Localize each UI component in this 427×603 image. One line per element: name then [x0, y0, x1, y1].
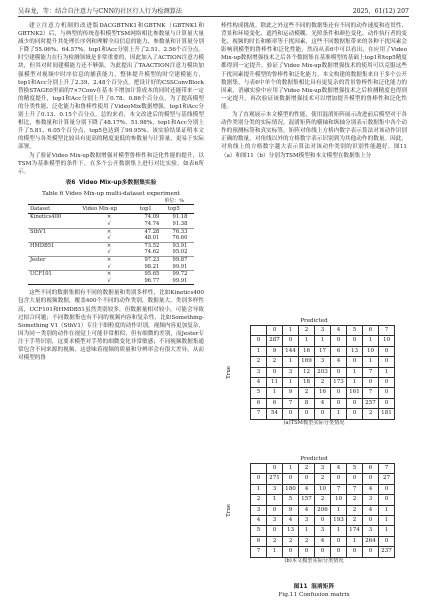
- matrix-cell: 7: [283, 398, 299, 408]
- matrix-cell: 0: [363, 516, 379, 526]
- matrix-cell: 4: [363, 505, 379, 515]
- matrix-a-caption: (a)TSM模型实际分类情况: [283, 419, 345, 426]
- matrix-cell: 5: [283, 495, 299, 505]
- table6-dataset-cell: [28, 221, 80, 228]
- table6-top5-cell: 95.02: [172, 249, 188, 256]
- matrix-cell: 0: [347, 474, 363, 484]
- matrix-cell: 1: [331, 526, 347, 536]
- matrix-cell: 0: [347, 547, 363, 557]
- matrix-column-label: [251, 464, 267, 474]
- matrix-column-label: 3: [315, 326, 331, 336]
- table-row: [28, 264, 194, 271]
- matrix-cell: 10: [363, 346, 379, 356]
- header-rule: [18, 16, 409, 17]
- table-row: [28, 221, 194, 228]
- matrix-row-label: 7: [251, 547, 267, 557]
- table6-mix-cell: ×: [80, 228, 138, 235]
- matrix-row-label: 0: [251, 474, 267, 484]
- table6-top5-cell: 93.91: [166, 242, 194, 249]
- matrix-cell: 2: [347, 495, 363, 505]
- table6-top1-cell: 74.74: [144, 220, 160, 227]
- paragraph: 这些不同的数据集拥有不同的数据量和类别多样性，比如Kinetics400包含大量的视频数据，覆盖400个不同的动作类别，数据量大、类别多样性高，UCF101和HMDB51虽然类别较多，但数据量相对较小，可能会导致过拟合问题；不同数据集也有不同的视频内容和复杂性，比如Something-Something V1（SthV1）专注于细粒度的动作识别，视频内容更加复杂，因为同一类别的动作在视觉上可能非常相似，但有细微的差别，而Jester专注于手势识别，这要求模型对手势的细微变化非常敏感；不同视频数据集通常包含不同来源的视频，这意味着视频的质量和分辨率会有很大差异，从而对模型的鲁: [18, 290, 204, 362]
- table6-dataset-cell: Kinetics400: [30, 214, 62, 221]
- matrix-cell: 4: [315, 536, 331, 546]
- matrix-cell: 4: [363, 484, 379, 494]
- matrix-cell: 0: [331, 474, 347, 484]
- matrix-cell: 54: [267, 409, 283, 419]
- matrix-row-label: 4: [251, 378, 267, 388]
- matrix-cell: 0: [379, 398, 395, 408]
- figure-caption-en: Fig.11 Confusion matrix: [278, 592, 350, 598]
- matrix-cell: 1: [347, 378, 363, 388]
- true-axis-label: True: [226, 503, 232, 517]
- table6-caption-en: Table 6 Video Mix-up multi-dataset experiment: [41, 190, 181, 197]
- matrix-row: [251, 526, 395, 536]
- matrix-cell: 0: [331, 547, 347, 557]
- paragraph: 为了验证Video Mix-up数据增强对模型鲁棒性和泛化性能的提升，以TSM为基准模型的条件下，在多个公开数据集上进行对比实验，如表6所示。: [18, 152, 204, 175]
- left-column: [18, 22, 204, 362]
- table6-top5-cell: 91.38: [172, 220, 188, 227]
- matrix-cell: 9: [283, 505, 299, 515]
- matrix-cell: 0: [315, 409, 331, 419]
- matrix-cell: 2: [283, 536, 299, 546]
- matrix-cell: 287: [267, 336, 283, 346]
- table6-dataset-cell: [28, 278, 80, 285]
- matrix-cell: 0: [379, 357, 395, 367]
- table6-mix-cell: ×: [80, 242, 138, 249]
- table6-top1-cell: 48.01: [144, 235, 160, 242]
- matrix-cell: 1: [267, 495, 283, 505]
- table6-mix-cell: √: [107, 263, 111, 270]
- matrix-cell: 0: [267, 505, 283, 515]
- table6-mix-cell: √: [107, 220, 111, 227]
- figure-number: 图11: [293, 584, 308, 590]
- matrix-row-label: 0: [251, 336, 267, 346]
- matrix-cell: 0: [347, 357, 363, 367]
- matrix-cell: 0: [299, 409, 315, 419]
- matrix-cell: 16: [315, 388, 331, 398]
- matrix-cell: 0: [363, 474, 379, 484]
- matrix-header-row: [251, 326, 395, 336]
- figure-caption: [221, 583, 407, 599]
- matrix-cell: 0: [347, 409, 363, 419]
- matrix-cell: 8: [299, 398, 315, 408]
- matrix-cell: 1: [363, 336, 379, 346]
- matrix-cell: 157: [299, 495, 315, 505]
- matrix-cell: 1: [347, 367, 363, 377]
- matrix-column-label: [251, 326, 267, 336]
- paragraph: 建立注意力机制的改进版DACGBTNK1和GBTNK（GBTNK1和GBTNK2）后，与典型的传统卷积模型TSM网络相比参数量与计算量大量减少的同时提升其处理长序列和理解全局信息的能力，参数量和计算量分别下降了55.06%、64.57%，top1和Acc分别上升了2.51、2.56个百分点。时空建模能力在行为检测领域是非常重要的，因此加入了ACTION注意力模块，但其对时间建模能力还不够强，为此提出了TAACTION注意力模块加强模型对视频中时序信息的捕获能力，整体提升模型的时空建模能力，top1和Acc分别上升了2.39、2.48个百分点。把设计好的CSSConvBlock替换STAGE0里面的7×7Conv在基本不增加计算成本的同时还能带来一定的精度提升，top1和Acc分别上升了0.78、0.86个百分点。为了提高模型的分类性能、泛化能力和鲁棒性使用了VideoMix数据增强，top1和Acc分别上升了0.13、0.15个百分点。总的来看，本文改进后的模型与基线模型相比，参数量和计算量分别下降了48.17%、51.98%，top1和Acc分别上升了5.81、6.05个百分点，top5也达到了99.95%。该实验结果证明本文的模型与各类模型比较具有更高的精度更低的参数量与计算量，更易于实际部署。: [18, 23, 204, 151]
- matrix-cell: 27: [379, 474, 395, 484]
- table6-body: [28, 214, 194, 285]
- matrix-row: [251, 336, 395, 346]
- table6-col-header: top5: [166, 204, 194, 214]
- matrix-cell: 181: [379, 409, 395, 419]
- matrix-row-label: 7: [251, 409, 267, 419]
- matrix-row: [251, 346, 395, 356]
- matrix-cell: 12: [299, 367, 315, 377]
- matrix-column-label: 2: [299, 326, 315, 336]
- matrix-cell: 18: [299, 378, 315, 388]
- matrix-cell: 3: [363, 526, 379, 536]
- matrix-b-caption: (b)本文模型实际分类情况: [284, 557, 344, 564]
- matrix-cell: 0: [283, 474, 299, 484]
- matrix-row: [251, 505, 395, 515]
- matrix-cell: 3: [315, 357, 331, 367]
- matrix-cell: 2: [299, 536, 315, 546]
- matrix-row: [251, 495, 395, 505]
- table6-dataset-cell: [28, 249, 80, 256]
- table6-top5-cell: 99.91: [172, 263, 188, 270]
- matrix-row: [251, 516, 395, 526]
- matrix-cell: 271: [267, 474, 283, 484]
- matrix-row-label: 6: [251, 536, 267, 546]
- matrix-cell: 1: [379, 367, 395, 377]
- matrix-cell: 0: [315, 547, 331, 557]
- matrix-cell: 1: [379, 516, 395, 526]
- table6-mix-cell: √: [107, 235, 111, 242]
- table6-title: Video Mix-up多数据集实验: [79, 179, 157, 186]
- matrix-column-label: 4: [331, 464, 347, 474]
- right-column: [221, 22, 407, 160]
- matrix-cell: 7: [331, 484, 347, 494]
- running-header-right: 2025，61(12) 207: [352, 8, 409, 15]
- table6-mix-cell: ×: [80, 271, 138, 278]
- matrix-column-label: 5: [347, 326, 363, 336]
- matrix-cell: 1: [379, 505, 395, 515]
- matrix-column-label: 7: [379, 326, 395, 336]
- matrix-cell: 237: [379, 547, 395, 557]
- matrix-cell: 1: [283, 357, 299, 367]
- matrix-cell: 7: [347, 484, 363, 494]
- predicted-axis-label: Predicted: [300, 456, 328, 462]
- matrix-row: [251, 536, 395, 546]
- table6-dataset-cell: [28, 235, 80, 242]
- table6-top5-cell: 99.87: [166, 256, 194, 263]
- table6-col-header: Video Mix-up: [80, 204, 138, 214]
- matrix-cell: 3: [267, 484, 283, 494]
- matrix-cell: 16: [299, 346, 315, 356]
- matrix-cell: 10: [315, 484, 331, 494]
- table6-col-header: Dataset: [28, 204, 80, 214]
- table6-mix-cell: ×: [80, 256, 138, 263]
- matrix-column-label: 0: [267, 464, 283, 474]
- matrix-column-label: 2: [299, 464, 315, 474]
- table6-top5-cell: 99.91: [166, 278, 194, 285]
- matrix-cell: 0: [379, 388, 395, 398]
- matrix-cell: 9: [267, 346, 283, 356]
- matrix-cell: 2: [347, 505, 363, 515]
- matrix-row-label: 5: [251, 388, 267, 398]
- matrix-cell: 0: [299, 474, 315, 484]
- matrix-cell: 193: [331, 516, 347, 526]
- matrix-cell: 17: [315, 346, 331, 356]
- table-row: [28, 256, 194, 263]
- table-row: [28, 235, 194, 242]
- table6-mix-cell: √: [80, 278, 138, 285]
- matrix-cell: 0: [363, 547, 379, 557]
- matrix-row: [251, 378, 395, 388]
- matrix-cell: 257: [363, 398, 379, 408]
- table6-header-row: [28, 204, 194, 214]
- matrix-cell: 0: [331, 336, 347, 346]
- matrix-cell: 6: [267, 398, 283, 408]
- table6-top5-cell: 99.72: [166, 271, 194, 278]
- table6-number: 表6: [65, 179, 76, 186]
- matrix-a-grid: [250, 325, 395, 420]
- table6-dataset-cell: UCF101: [28, 271, 80, 278]
- matrix-cell: 3: [363, 495, 379, 505]
- matrix-cell: 0: [283, 547, 299, 557]
- table-row: [28, 214, 194, 221]
- matrix-cell: 1: [315, 336, 331, 346]
- matrix-cell: 1: [379, 526, 395, 536]
- matrix-column-label: 6: [363, 326, 379, 336]
- matrix-row: [251, 409, 395, 419]
- matrix-cell: 3: [315, 526, 331, 536]
- matrix-column-label: 0: [267, 326, 283, 336]
- table6-dataset-cell: HMDB51: [28, 242, 80, 249]
- matrix-cell: 9: [283, 388, 299, 398]
- matrix-cell: 4: [331, 357, 347, 367]
- table6-top5-cell: 91.18: [172, 214, 188, 221]
- confusion-matrix-b: [226, 456, 402, 565]
- matrix-cell: 2: [363, 409, 379, 419]
- matrix-cell: 7: [363, 367, 379, 377]
- matrix-cell: 264: [363, 536, 379, 546]
- matrix-cell: 2: [315, 378, 331, 388]
- matrix-row-label: 1: [251, 484, 267, 494]
- table6-top1-cell: 97.23: [138, 256, 166, 263]
- matrix-cell: 3: [283, 367, 299, 377]
- matrix-cell: 6: [331, 346, 347, 356]
- predicted-axis-label: Predicted: [300, 318, 328, 324]
- matrix-cell: 1: [363, 357, 379, 367]
- table6-dataset-cell: [28, 264, 80, 271]
- matrix-cell: 2: [267, 357, 283, 367]
- matrix-cell: 0: [379, 346, 395, 356]
- table6-mix-cell: √: [107, 249, 111, 256]
- figure-title: 混淆矩阵: [311, 584, 335, 590]
- matrix-cell: 4: [299, 484, 315, 494]
- matrix-cell: 0: [267, 526, 283, 536]
- matrix-cell: 13: [347, 346, 363, 356]
- table6-top1-cell: 95.65: [138, 271, 166, 278]
- running-header-left: 吴春龙，等：结合自注意力与CNN的社区行人行为检测算法: [18, 8, 183, 15]
- matrix-column-label: 3: [315, 464, 331, 474]
- matrix-cell: 173: [331, 378, 347, 388]
- matrix-cell: 1: [283, 378, 299, 388]
- table6-top1-cell: 98.21: [144, 263, 160, 270]
- matrix-row-label: 6: [251, 398, 267, 408]
- matrix-row-label: 3: [251, 367, 267, 377]
- matrix-cell: 0: [283, 336, 299, 346]
- matrix-cell: 144: [283, 346, 299, 356]
- matrix-row-label: 1: [251, 346, 267, 356]
- matrix-cell: 0: [331, 398, 347, 408]
- matrix-cell: 0: [315, 516, 331, 526]
- matrix-cell: 0: [299, 547, 315, 557]
- table6-top1-cell: 47.28: [138, 228, 166, 235]
- matrix-cell: 1: [267, 388, 283, 398]
- matrix-cell: 0: [379, 484, 395, 494]
- table6-top5-cell: 76.60: [172, 235, 188, 242]
- table6: [28, 204, 194, 286]
- matrix-cell: 0: [347, 336, 363, 346]
- matrix-row-label: 5: [251, 526, 267, 536]
- matrix-row: [251, 367, 395, 377]
- matrix-b-grid: [250, 463, 395, 558]
- table6-top1-cell: 74.62: [144, 249, 160, 256]
- matrix-cell: 7: [363, 388, 379, 398]
- matrix-row-label: 4: [251, 516, 267, 526]
- table6-unit: 单位：%: [164, 197, 184, 204]
- matrix-cell: 4: [299, 505, 315, 515]
- matrix-cell: 206: [315, 505, 331, 515]
- table-row: [28, 249, 194, 256]
- matrix-cell: 11: [267, 378, 283, 388]
- matrix-cell: 13: [283, 526, 299, 536]
- table6-dataset-cell: Jester: [28, 256, 80, 263]
- matrix-cell: 0: [379, 495, 395, 505]
- table6-top1-cell: 96.77: [138, 278, 166, 285]
- table-row: [28, 271, 194, 278]
- matrix-column-label: 7: [379, 464, 395, 474]
- table6-col-header: top1: [138, 204, 166, 214]
- matrix-row-label: 3: [251, 505, 267, 515]
- matrix-cell: 1: [347, 536, 363, 546]
- matrix-cell: 0: [379, 378, 395, 388]
- paragraph: 棒性构成挑战。除此之外这些不同的数据集还有不同的动作速度和连贯性、背景和环境变化、遮挡和运动模糊、光照条件和颜色变化、动作执行者的变化、视频的时长和帧率等干扰因素，这些不同数据集带来的各种干扰因素会影响到模型的鲁棒性和泛化性能，然而从表6中可以看出，在应用了Video Mix-up数据增强技术之后各个数据集在基准模型的基础上top1和top5精度都得到一定提升，验证了Video Mix-up数据增强技术的使用可以克服这些干扰因素提升模型的鲁棒性和泛化能力。本文构建的数据集来自于多个公开数据集，与表6中单个的数据集相比具有更复杂的背景鲁棒性和泛化能力的因素，消融实验中应用了Video Mix-up数据增强技术之后检测精度也得到一定提升，再次验证该数据增强技术可以增加提升模型的鲁棒性和泛化性能。: [221, 23, 407, 110]
- matrix-cell: 0: [267, 367, 283, 377]
- paragraph: 为了直观展示本文模型的性能，使用混淆矩阵展示改进前后模型对于各动作类别分类的实际情况。混淆矩阵的横轴和纵轴分别表示数据集中各个动作的预测标签和真实标签。矩阵对角线上方格内数字表示算法对该动作识别正确的数量，对角线以外的方格数字表示识别到为其他动作的数量。因此，对角线上的方格数字越大表示算法对该动作类别的识别性能越好。图11（a）和图11（b）分别为TSM模型和本文模型在数据集上分: [221, 112, 407, 159]
- matrix-column-label: 5: [347, 464, 363, 474]
- matrix-cell: 174: [347, 526, 363, 536]
- table6-top5-cell: 76.33: [166, 228, 194, 235]
- matrix-cell: 1: [299, 526, 315, 536]
- matrix-cell: 161: [347, 388, 363, 398]
- matrix-cell: 0: [363, 378, 379, 388]
- matrix-cell: 3: [267, 516, 283, 526]
- matrix-cell: 0: [379, 536, 395, 546]
- matrix-row: [251, 388, 395, 398]
- table6-top1-cell: 73.52: [138, 242, 166, 249]
- matrix-column-label: 6: [363, 464, 379, 474]
- matrix-cell: 0: [331, 388, 347, 398]
- confusion-matrix-a: [226, 318, 402, 427]
- matrix-cell: 4: [315, 398, 331, 408]
- matrix-row: [251, 547, 395, 557]
- matrix-column-label: 4: [331, 326, 347, 336]
- matrix-column-label: 1: [283, 464, 299, 474]
- matrix-row-label: 2: [251, 495, 267, 505]
- matrix-cell: 2: [347, 516, 363, 526]
- matrix-cell: 2: [267, 536, 283, 546]
- matrix-cell: 2: [315, 474, 331, 484]
- matrix-cell: 0: [347, 398, 363, 408]
- matrix-cell: 10: [379, 336, 395, 346]
- matrix-cell: 0: [283, 409, 299, 419]
- matrix-cell: 1: [267, 547, 283, 557]
- matrix-cell: 2: [299, 388, 315, 398]
- matrix-cell: 10: [331, 495, 347, 505]
- matrix-cell: 180: [283, 484, 299, 494]
- matrix-row: [251, 474, 395, 484]
- table-row: [28, 278, 194, 285]
- matrix-row: [251, 398, 395, 408]
- matrix-cell: 1: [331, 409, 347, 419]
- matrix-row: [251, 484, 395, 494]
- matrix-cell: 2: [315, 495, 331, 505]
- matrix-cell: 3: [299, 516, 315, 526]
- table-row: [28, 228, 194, 235]
- table6-mix-cell: ×: [106, 214, 112, 221]
- table6-top1-cell: 74.09: [144, 214, 160, 221]
- matrix-column-label: 1: [283, 326, 299, 336]
- matrix-cell: 1: [299, 336, 315, 346]
- table6-dataset-cell: SthV1: [28, 228, 80, 235]
- table6-caption: [18, 180, 204, 187]
- matrix-cell: 203: [315, 367, 331, 377]
- true-axis-label: True: [226, 365, 232, 379]
- matrix-cell: 1: [331, 505, 347, 515]
- matrix-cell: 0: [331, 367, 347, 377]
- matrix-cell: 4: [283, 516, 299, 526]
- matrix-row-label: 2: [251, 357, 267, 367]
- matrix-cell: 0: [331, 536, 347, 546]
- matrix-row: [251, 357, 395, 367]
- table-row: [28, 242, 194, 249]
- matrix-header-row: [251, 464, 395, 474]
- matrix-cell: 169: [299, 357, 315, 367]
